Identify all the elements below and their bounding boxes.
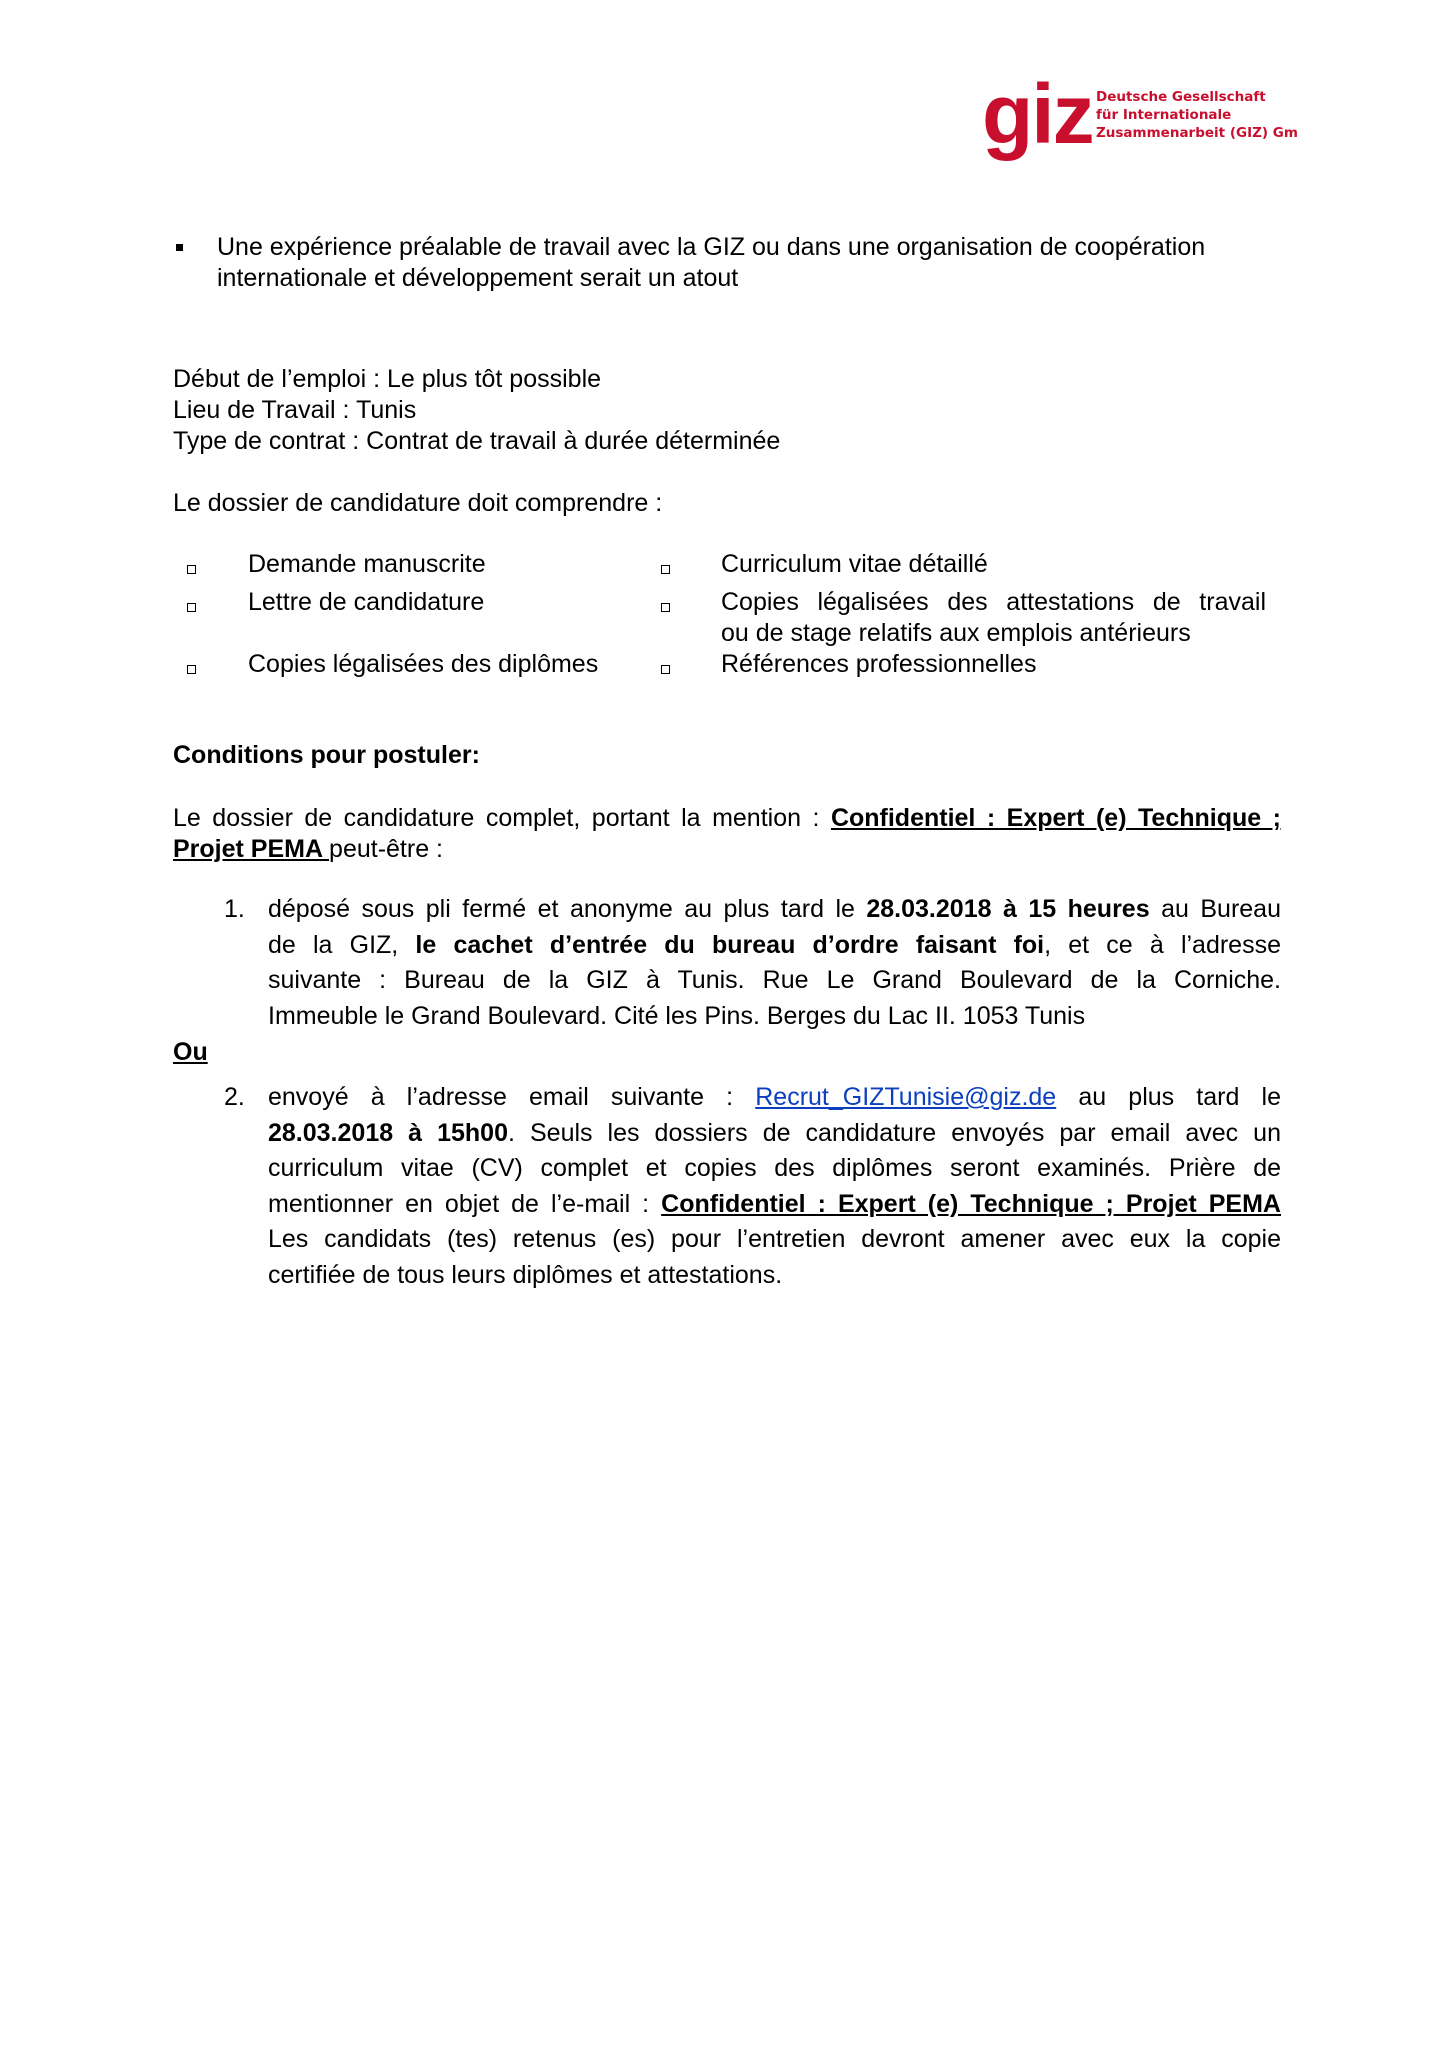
submission-option-2 — [268, 1080, 1281, 1293]
option-text: mentionner en objet de l’e-mail : — [268, 1189, 662, 1218]
option-text: au Bureau — [1149, 895, 1281, 923]
option-text: au plus tard le — [1056, 1083, 1281, 1111]
checkbox-icon — [661, 603, 670, 612]
bullet-line: Une expérience préalable de travail avec la GIZ ou dans une organisation de coopération — [217, 233, 1206, 261]
checkbox-icon — [187, 665, 196, 674]
mention-text: Confidentiel : Expert (e) Technique ; — [830, 804, 1281, 832]
list-item: Références professionnelles — [721, 650, 1037, 678]
option-line — [268, 892, 1281, 928]
option-line: curriculum vitae (CV) complet et copies des diplômes seront examinés. Prière de — [268, 1154, 1281, 1182]
option-line: suivante : Bureau de la GIZ à Tunis. Rue Le Grand Boulevard de la Corniche. — [268, 966, 1281, 994]
option-text: de la GIZ, — [268, 930, 416, 959]
list-item: Copies légalisées des attestations de travail — [721, 588, 1266, 616]
conditions-paragraph — [173, 803, 1281, 865]
option-text: . Seuls les dossiers de candidature envoyés par email avec un — [508, 1118, 1281, 1147]
list-number: 1. — [224, 895, 245, 923]
option-line: Immeuble le Grand Boulevard. Cité les Pins. Berges du Lac II. 1053 Tunis — [268, 1001, 1086, 1030]
list-item: Lettre de candidature — [248, 588, 485, 616]
option-text: , et ce à l’adresse — [1044, 930, 1281, 959]
option-line: Les candidats (tes) retenus (es) pour l’entretien devront amener avec eux la copie — [268, 1225, 1281, 1253]
job-location: Lieu de Travail : Tunis — [173, 396, 417, 424]
square-bullet-icon — [176, 244, 183, 251]
option-line — [268, 928, 1281, 964]
conditions-heading: Conditions pour postuler: — [173, 741, 480, 769]
emphasis-text: le cachet d’entrée du bureau d’ordre faisant foi — [415, 930, 1045, 959]
checkbox-icon — [661, 665, 670, 674]
mention-text: Projet PEMA — [173, 835, 330, 863]
list-item: Demande manuscrite — [248, 550, 486, 578]
option-text: envoyé à l’adresse email suivante : — [268, 1083, 756, 1111]
job-contract: Type de contrat : Contrat de travail à durée déterminée — [173, 427, 781, 455]
logo-wordmark — [1096, 88, 1298, 142]
checkbox-icon — [187, 565, 196, 574]
submission-option-1 — [268, 892, 1281, 1034]
job-start: Début de l’emploi : Le plus tôt possible — [173, 365, 602, 393]
email-link[interactable]: Recrut_GIZTunisie@giz.de — [755, 1083, 1057, 1111]
option-line — [268, 1116, 1281, 1152]
logo-line: Zusammenarbeit (GIZ) Gm — [1096, 125, 1298, 141]
experience-bullet — [217, 232, 1287, 294]
logo-mark: giz — [982, 67, 1093, 161]
paragraph-line — [173, 834, 1281, 865]
paragraph-text: Le dossier de candidature complet, portant la mention : — [173, 804, 831, 832]
or-label: Ou — [173, 1038, 208, 1066]
paragraph-text: peut-être : — [329, 835, 443, 863]
list-item-continuation: ou de stage relatifs aux emplois antérieurs — [721, 619, 1191, 647]
bullet-line: internationale et développement serait un atout — [217, 264, 739, 292]
list-item: Copies légalisées des diplômes — [248, 650, 599, 678]
deadline-text: 28.03.2018 à 15h00 — [268, 1118, 508, 1147]
list-item: Curriculum vitae détaillé — [721, 550, 988, 578]
option-line — [268, 1187, 1281, 1223]
deadline-text: 28.03.2018 à 15 heures — [866, 895, 1150, 923]
option-line: certifiée de tous leurs diplômes et attestations. — [268, 1260, 783, 1289]
dossier-intro: Le dossier de candidature doit comprendre : — [173, 489, 663, 517]
list-number: 2. — [224, 1083, 245, 1111]
checkbox-icon — [187, 603, 196, 612]
giz-logo — [982, 67, 1302, 162]
job-info — [173, 364, 1273, 457]
subject-mention: Confidentiel : Expert (e) Technique ; Projet PEMA — [661, 1189, 1281, 1218]
paragraph-line — [173, 803, 1281, 834]
logo-line: Deutsche Gesellschaft — [1096, 89, 1266, 105]
logo-line: für Internationale — [1096, 107, 1232, 123]
option-line — [268, 1080, 1281, 1116]
option-text: déposé sous pli fermé et anonyme au plus tard le — [268, 895, 867, 923]
checkbox-icon — [661, 565, 670, 574]
